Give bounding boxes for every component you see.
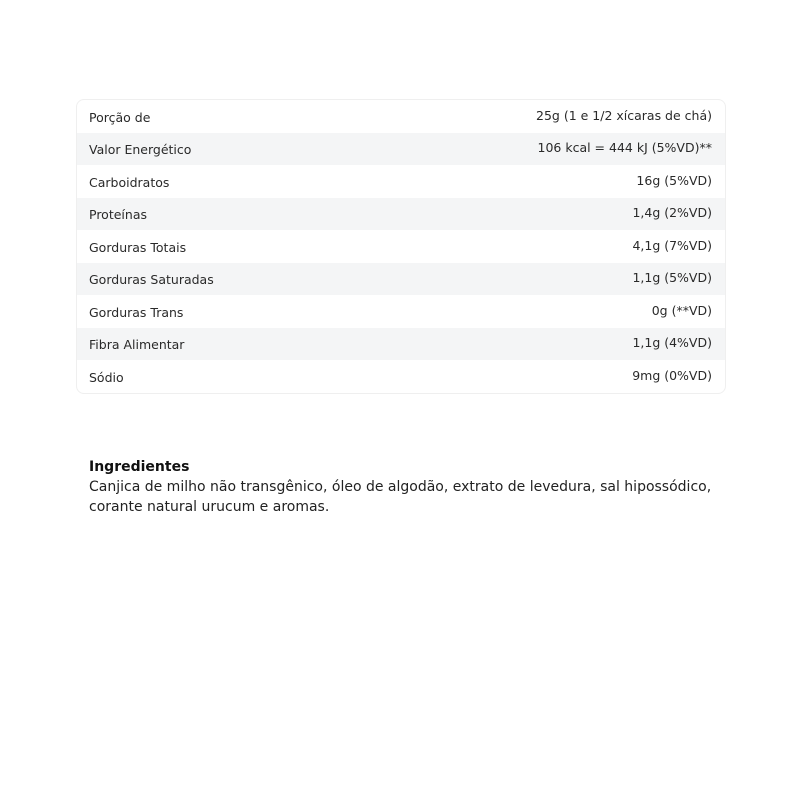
nutrition-row-porcao — [77, 100, 725, 133]
nutrition-value: 9mg (0%VD) — [632, 367, 712, 383]
nutrition-value: 16g (5%VD) — [636, 172, 712, 188]
nutrition-label: Fibra Alimentar — [89, 337, 185, 353]
nutrition-row-gorduras-trans — [77, 295, 725, 328]
nutrition-label: Carboidratos — [89, 174, 170, 190]
nutrition-row-sodio — [77, 360, 725, 393]
nutrition-value: 25g (1 e 1/2 xícaras de chá) — [536, 107, 712, 123]
nutrition-label: Porção de — [89, 109, 151, 125]
nutrition-value: 1,4g (2%VD) — [632, 205, 712, 221]
nutrition-label: Proteínas — [89, 207, 147, 223]
nutrition-value: 1,1g (5%VD) — [632, 270, 712, 286]
nutrition-row-gorduras-totais — [77, 230, 725, 263]
nutrition-value: 1,1g (4%VD) — [632, 335, 712, 351]
nutrition-row-carboidratos — [77, 165, 725, 198]
nutrition-row-fibra-alimentar — [77, 328, 725, 361]
nutrition-label: Gorduras Trans — [89, 304, 184, 320]
nutrition-label: Valor Energético — [89, 142, 192, 158]
nutrition-label: Sódio — [89, 369, 124, 385]
ingredients-title: Ingredientes — [89, 459, 190, 475]
nutrition-label: Gorduras Totais — [89, 239, 187, 255]
nutrition-value: 106 kcal = 444 kJ (5%VD)** — [537, 140, 712, 156]
nutrition-value: 4,1g (7%VD) — [632, 237, 712, 253]
nutrition-row-gorduras-saturadas — [77, 263, 725, 296]
ingredients-section — [89, 458, 729, 517]
nutrition-label: Gorduras Saturadas — [89, 272, 214, 288]
nutrition-row-proteinas — [77, 198, 725, 231]
nutrition-row-valor-energetico — [77, 133, 725, 166]
nutrition-value: 0g (**VD) — [651, 302, 712, 318]
ingredients-line-2: corante natural urucum e aromas. — [89, 499, 330, 515]
nutrition-table — [76, 99, 726, 394]
ingredients-line-1: Canjica de milho não transgênico, óleo de algodão, extrato de levedura, sal hipossódico, — [89, 479, 712, 495]
